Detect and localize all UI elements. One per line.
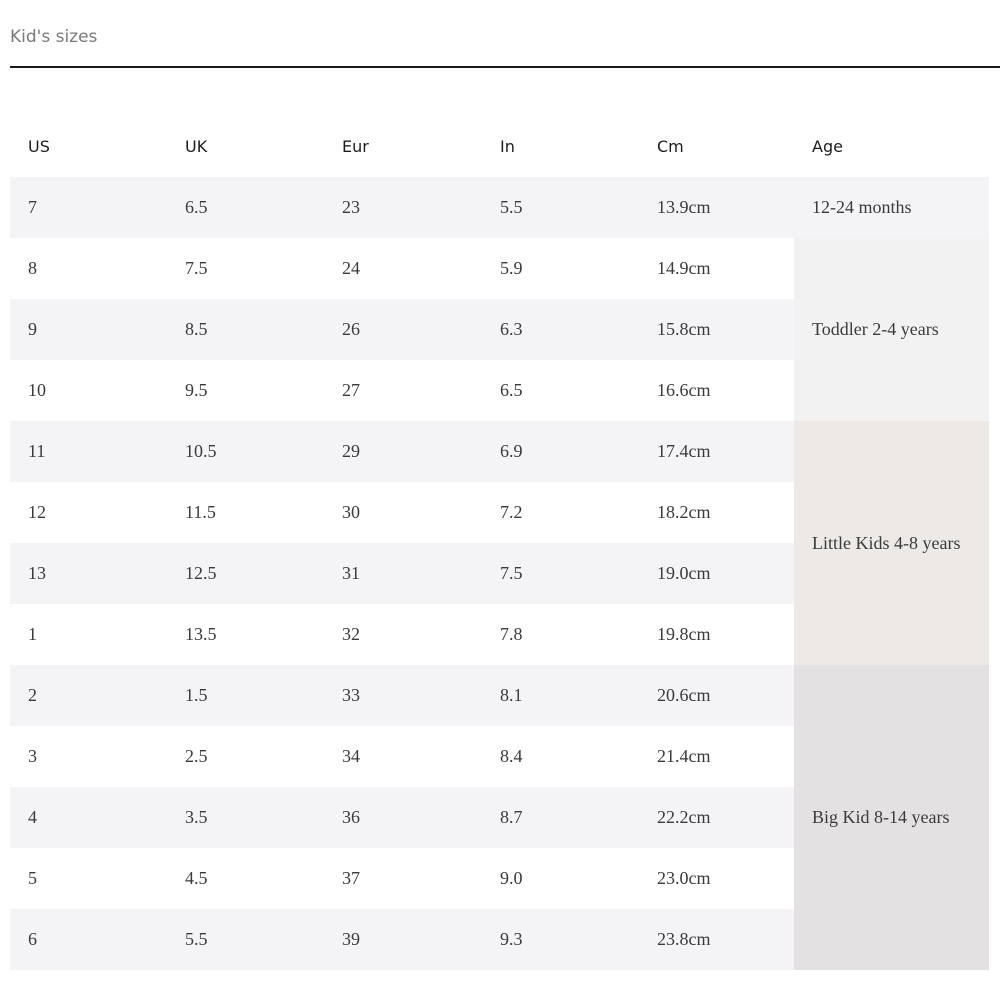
cell-eur: 31 [342, 563, 360, 583]
cell-us: 1 [28, 624, 37, 644]
cell-us: 7 [28, 197, 37, 217]
table-row [10, 909, 794, 970]
cell-us: 5 [28, 868, 37, 888]
cell-us: 3 [28, 746, 37, 766]
table-row [10, 543, 794, 604]
cell-cm: 13.9cm [657, 197, 711, 217]
header-uk: UK [185, 137, 208, 156]
table-row [10, 482, 794, 543]
table-row [10, 726, 794, 787]
cell-us: 11 [28, 441, 46, 461]
cell-cm: 21.4cm [657, 746, 711, 766]
cell-in: 5.5 [500, 197, 523, 217]
header-in: In [500, 137, 515, 156]
cell-in: 8.7 [500, 807, 523, 827]
cell-uk: 13.5 [185, 624, 217, 644]
age-group-big-kid [794, 665, 989, 970]
cell-cm: 18.2cm [657, 502, 711, 522]
cell-eur: 24 [342, 258, 360, 278]
cell-cm: 23.0cm [657, 868, 711, 888]
cell-eur: 32 [342, 624, 360, 644]
table-row [10, 787, 794, 848]
cell-uk: 7.5 [185, 258, 208, 278]
cell-uk: 1.5 [185, 685, 208, 705]
cell-uk: 12.5 [185, 563, 217, 583]
age-group-12-24-months [794, 177, 989, 238]
cell-us: 6 [28, 929, 37, 949]
cell-eur: 39 [342, 929, 360, 949]
cell-in: 9.0 [500, 868, 523, 888]
cell-us: 9 [28, 319, 37, 339]
cell-in: 5.9 [500, 258, 523, 278]
cell-cm: 17.4cm [657, 441, 711, 461]
cell-us: 13 [28, 563, 46, 583]
table-row [10, 177, 794, 238]
header-cm: Cm [657, 137, 684, 156]
cell-cm: 14.9cm [657, 258, 711, 278]
cell-eur: 33 [342, 685, 360, 705]
cell-cm: 20.6cm [657, 685, 711, 705]
cell-eur: 29 [342, 441, 360, 461]
table-row [10, 238, 794, 299]
cell-in: 8.4 [500, 746, 523, 766]
cell-in: 8.1 [500, 685, 523, 705]
header-us: US [28, 137, 50, 156]
cell-uk: 11.5 [185, 502, 216, 522]
size-table-header [10, 116, 989, 177]
cell-cm: 22.2cm [657, 807, 711, 827]
header-eur: Eur [342, 137, 369, 156]
active-tab-underline [10, 66, 1000, 68]
age-group-label: Toddler 2-4 years [812, 319, 939, 339]
cell-us: 12 [28, 502, 46, 522]
cell-eur: 36 [342, 807, 360, 827]
table-row [10, 604, 794, 665]
table-row [10, 299, 794, 360]
header-age: Age [812, 137, 843, 156]
cell-us: 2 [28, 685, 37, 705]
cell-eur: 30 [342, 502, 360, 522]
cell-eur: 23 [342, 197, 360, 217]
age-group-label: 12-24 months [812, 197, 912, 217]
size-table-body [10, 177, 794, 970]
cell-cm: 16.6cm [657, 380, 711, 400]
cell-in: 7.5 [500, 563, 523, 583]
kids-sizes-tab[interactable]: Kid's sizes [10, 27, 98, 47]
cell-eur: 26 [342, 319, 360, 339]
cell-uk: 8.5 [185, 319, 208, 339]
cell-cm: 15.8cm [657, 319, 711, 339]
cell-uk: 9.5 [185, 380, 208, 400]
cell-in: 7.8 [500, 624, 523, 644]
cell-in: 7.2 [500, 502, 523, 522]
cell-uk: 5.5 [185, 929, 208, 949]
age-group-label: Little Kids 4-8 years [812, 532, 961, 553]
cell-cm: 19.0cm [657, 563, 711, 583]
cell-uk: 4.5 [185, 868, 208, 888]
age-group-label: Big Kid 8-14 years [812, 807, 950, 827]
cell-us: 10 [28, 380, 46, 400]
cell-in: 6.3 [500, 319, 523, 339]
cell-in: 6.5 [500, 380, 523, 400]
age-group-little-kids [794, 421, 989, 665]
cell-us: 8 [28, 258, 37, 278]
cell-uk: 2.5 [185, 746, 208, 766]
table-row [10, 421, 794, 482]
cell-cm: 19.8cm [657, 624, 711, 644]
cell-uk: 3.5 [185, 807, 208, 827]
cell-uk: 10.5 [185, 441, 217, 461]
cell-in: 6.9 [500, 441, 523, 461]
cell-cm: 23.8cm [657, 929, 711, 949]
cell-in: 9.3 [500, 929, 523, 949]
cell-eur: 34 [342, 746, 360, 766]
cell-uk: 6.5 [185, 197, 208, 217]
table-row [10, 360, 794, 421]
cell-eur: 37 [342, 868, 360, 888]
age-group-toddler [794, 238, 989, 421]
table-row [10, 848, 794, 909]
table-row [10, 665, 794, 726]
cell-eur: 27 [342, 380, 360, 400]
cell-us: 4 [28, 807, 37, 827]
